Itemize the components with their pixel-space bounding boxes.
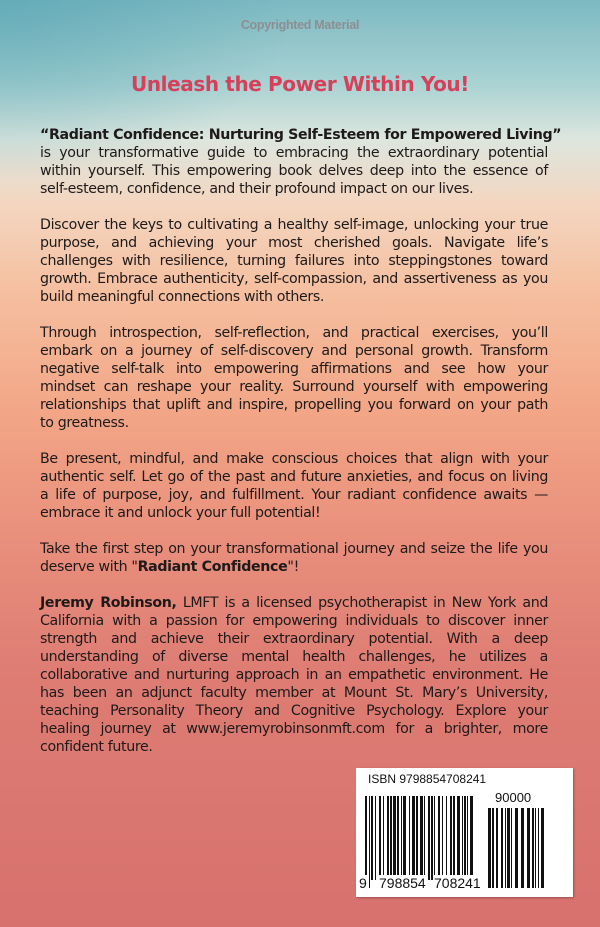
paragraph — [40, 540, 548, 576]
text-run: Through introspection, self-reflection, and practical exercises, you’ll — [40, 325, 548, 341]
text-run: teaching Personality Theory and Cognitive Psychology. Explore your — [40, 703, 548, 719]
barcode-bar — [387, 796, 389, 880]
barcode-bar — [431, 796, 433, 880]
text-run: is your transformative guide to embracing the extraordinary potential — [40, 145, 548, 161]
text-run: mindset can reshape your reality. Surround yourself with empowering — [40, 379, 548, 395]
barcode-bar — [505, 808, 506, 888]
paragraph — [40, 324, 548, 432]
bold-run: Radiant Confidence — [137, 559, 288, 575]
barcode-bar — [438, 796, 440, 880]
bold-run: Jeremy Robinson, — [40, 595, 177, 611]
text-run: growth. Embrace authenticity, self-compassion, and assertiveness as you — [40, 271, 548, 287]
barcode-bar — [464, 796, 466, 880]
paragraph — [40, 216, 548, 306]
text-line — [40, 126, 562, 144]
barcode-bar — [450, 796, 452, 880]
isbn-label: ISBN 9798854708241 — [368, 772, 487, 786]
text-run: "! — [287, 559, 299, 575]
text-line — [40, 216, 548, 234]
paragraph — [40, 450, 548, 522]
text-line — [40, 324, 548, 342]
text-run: purpose, and achieving your most cherished goals. Navigate life’s — [40, 235, 548, 251]
text-run: has been an adjunct faculty member at Mount St. Mary’s University, — [40, 685, 548, 701]
text-line — [40, 396, 548, 414]
text-line — [40, 468, 548, 486]
text-run: to greatness. — [40, 415, 129, 431]
text-line — [40, 666, 548, 684]
text-run: relationships that uplift and inspire, propelling you forward on your path — [40, 397, 548, 413]
barcode-bar — [541, 808, 544, 888]
barcode-bar — [492, 808, 494, 888]
bold-run: “Radiant Confidence: Nurturing Self-Esteem for Empowered Living” — [40, 127, 562, 143]
barcode-bar — [453, 796, 455, 880]
text-line — [40, 270, 548, 288]
text-line — [40, 684, 548, 702]
text-line — [40, 360, 548, 378]
barcode-bar — [488, 808, 491, 888]
text-line — [40, 504, 548, 522]
text-line — [40, 378, 548, 396]
text-run: a life of purpose, joy, and fulfillment. Your radiant confidence awaits — — [40, 487, 548, 503]
barcode-digits-right: 708241 — [434, 875, 481, 891]
barcode-bar — [428, 796, 430, 880]
text-run: Discover the keys to cultivating a healthy self-image, unlocking your true — [40, 217, 548, 233]
text-run: authentic self. Let go of the past and future anxieties, and focus on living — [40, 469, 548, 485]
text-line — [40, 648, 548, 666]
barcode-bar — [462, 796, 463, 880]
barcode-digit-lead: 9 — [359, 875, 367, 891]
text-line — [40, 486, 548, 504]
paragraph — [40, 594, 548, 756]
barcode-bar — [403, 796, 406, 880]
text-run: build meaningful connections with others. — [40, 289, 325, 305]
text-line — [40, 558, 548, 576]
text-run: Be present, mindful, and make conscious choices that align with your — [40, 451, 548, 467]
text-run: LMFT is a licensed psychotherapist in New York and — [176, 595, 548, 611]
barcode-bar — [467, 796, 468, 880]
text-line — [40, 180, 548, 198]
text-line — [40, 162, 548, 180]
text-line — [40, 288, 548, 306]
text-line — [40, 612, 548, 630]
barcode-bar — [383, 796, 384, 880]
barcode-bar — [446, 796, 447, 880]
barcode-bar — [535, 808, 536, 888]
text-line — [40, 738, 548, 756]
barcode-bar — [393, 796, 396, 880]
copyright-watermark: Copyrighted Material — [240, 18, 360, 32]
text-run: deserve with " — [40, 559, 138, 575]
price-addon: 90000 — [495, 790, 532, 805]
text-line — [40, 720, 548, 738]
back-cover-text — [40, 126, 562, 756]
barcode-bar — [532, 808, 534, 888]
text-line — [40, 342, 548, 360]
barcode-bar — [457, 796, 460, 880]
isbn-barcode — [356, 768, 573, 897]
barcode-bar — [409, 796, 410, 880]
text-run: embrace it and unlock your full potential! — [40, 505, 321, 521]
barcode-bar — [527, 808, 530, 888]
barcode-bar — [507, 808, 510, 888]
text-run: self-esteem, confidence, and their profound impact on our lives. — [40, 181, 474, 197]
barcode-bar — [412, 796, 415, 880]
barcode-bar — [521, 808, 524, 888]
text-run: Take the first step on your transformational journey and seize the life you — [40, 541, 548, 557]
barcode-bar — [371, 796, 373, 880]
text-run: strength and achieve their extraordinary potential. With a deep — [40, 631, 548, 647]
barcode-bar — [390, 796, 392, 880]
text-line — [40, 630, 548, 648]
barcode-bar — [442, 796, 443, 880]
barcode-bar — [379, 796, 381, 880]
barcode-bar — [397, 796, 399, 880]
text-run: healing journey at www.jeremyrobinsonmft.com for a brighter, more — [40, 721, 548, 737]
text-run: embark on a journey of self-discovery and personal growth. Transform — [40, 343, 548, 359]
cover-heading: Unleash the Power Within You! — [130, 72, 469, 96]
barcode-bar — [515, 808, 518, 888]
text-line — [40, 252, 548, 270]
text-line — [40, 144, 548, 162]
barcode-bar — [501, 808, 503, 888]
text-line — [40, 234, 548, 252]
text-line — [40, 594, 548, 612]
text-line — [40, 702, 548, 720]
text-run: collaborative and nurturing approach in an empathetic environment. He — [40, 667, 548, 683]
barcode-digits-left: 798854 — [379, 875, 426, 891]
text-run: confident future. — [40, 739, 153, 755]
barcode-bar — [496, 808, 498, 888]
text-run: understanding of diverse mental health challenges, he utilizes a — [40, 649, 548, 665]
barcode-bar — [538, 808, 539, 888]
barcode-bar — [434, 796, 435, 880]
text-line — [40, 450, 548, 468]
barcode-bar — [369, 796, 370, 888]
barcode-bar — [401, 796, 402, 880]
text-run: negative self-talk into empowering affirmations and see how your — [40, 361, 548, 377]
barcode-bar — [375, 796, 376, 880]
text-line — [40, 414, 548, 432]
barcode-bar — [511, 808, 512, 888]
text-line — [40, 540, 548, 558]
paragraph — [40, 126, 562, 198]
text-run: challenges with resilience, turning failures into steppingstones toward — [40, 253, 548, 269]
barcode-bar — [424, 796, 425, 880]
text-run: California with a passion for empowering individuals to discover inner — [40, 613, 548, 629]
text-run: within yourself. This empowering book delves deep into the essence of — [40, 163, 548, 179]
